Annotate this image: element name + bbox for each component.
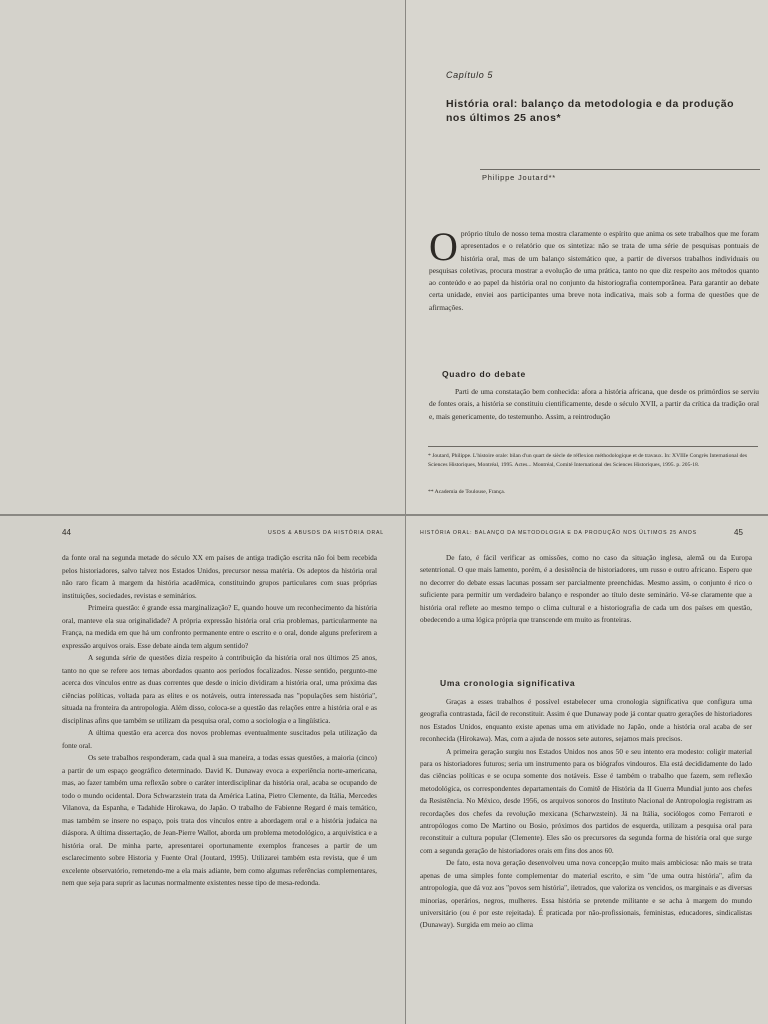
paragraph: A segunda série de questões dizia respeito à contribuição da história oral nos últimos 25 anos, tanto no que se refere aos temas abordados quanto aos períodos focalizados. Nesse sentido, pergunto-me acerca dos vínculos entre as duas correntes que desde o início dividiram a história oral, uma próxima das ciências políticas, voltada para as elites e os notáveis, outra interessada nas "populações sem história", situada na fronteira da antropologia. Além disso, coloca-se a questão das relações entre a história oral e as disciplinas afins que também se utilizam da pesquisa oral, como a sociologia e a lingüística. xyxy=(62,653,377,725)
paragraph: A primeira geração surgiu nos Estados Unidos nos anos 50 e seu intento era modesto: coligir material para os historiadores futuros; seria um instrumento para os biógrafos vindouros. Ela está decididamente do lado das ciências políticas e se ocupa somente dos notáveis. Esse é também o trabalho que fazem, sem reflexão metodológica, os correspondentes departamentais do Comitê de História da II Guerra Mundial junto aos chefes da Resistência. No México, desde 1956, os arquivos sonoros do Instituto Nacional de Antropologia registram as recordações dos chefes da revolução mexicana (Scharwzstein). Já na Itália, sociólogos como Ferraroti e antropólogos como De Martino ou Bosio, próximos dos partidos de esquerda, utilizam a pesquisa oral para reconstituir a cultura popular (Clemente). Eles são os precursores da segunda forma de história oral que surge com a segunda geração de historiadores orais em fins dos anos 60. xyxy=(420,746,752,855)
chapter-opening-page xyxy=(406,0,768,514)
paragraph: De fato, esta nova geração desenvolveu uma nova concepção muito mais ambiciosa: não mais se trata apenas de uma simples fonte complementar do material escrito, e sim "de uma outra história", afim da antropologia, que dá voz aos "povos sem história", iletrados, que valoriza os vencidos, os marginais e as diversas minorias, operários, negros, mulheres. Essa história se pretende militante e se acha à margem do mundo universitário (ou é por este rejeitada). É praticada por não-profissionais, feministas, educadores, sindicalistas (Dunaway). Surgida em meio ao clima xyxy=(420,858,752,930)
running-head-right: HISTÓRIA ORAL: BALANÇO DA METODOLOGIA E DA PRODUÇÃO NOS ÚLTIMOS 25 ANOS xyxy=(420,530,697,536)
paragraph: Primeira questão: é grande essa marginalização? E, quando houve um reconhecimento da história oral, manteve ela sua originalidade? A própria expressão história oral cria problemas, particularmente na França, na medida em que há um confronto permanente entre o escrito e o oral, donde alguns preferirem a expressão arquivos orais. Esse debate ainda tem algum sentido? xyxy=(62,603,377,650)
drop-cap: O xyxy=(429,224,458,269)
footnote-1: * Joutard, Philippe. L'histoire orale: bilan d'un quart de siècle de réflexion méthodologique et de travaux. In: XVIIIe Congrès International des Sciences Historiques, Montréal, 1995. Actes... Montréal, Comité International des Sciences Historiques, 1995. p. 205-18. xyxy=(428,453,748,468)
page-44 xyxy=(0,516,405,1024)
author-rule xyxy=(480,169,760,170)
footnote-2: ** Academia de Toulouse, França. xyxy=(428,489,506,495)
chapter-author: Philippe Joutard** xyxy=(482,173,557,182)
page-45 xyxy=(406,516,768,1024)
page-44-text xyxy=(62,552,377,890)
paragraph: Os sete trabalhos responderam, cada qual à sua maneira, a todas essas questões, a maioria (cinco) a partir de um espaço geográfico determinado. David K. Dunaway evoca a experiência norte-americana, mas, ao fazer também uma reflexão sobre o caráter interdisciplinar da história oral, acaba se ocupando de todo o mundo ocidental. Dora Schwarzstein trata da América Latina, Pietro Clemente, da Itália, Mercedes Vilanova, da Espanha, e Tadahide Hirokawa, do Japão. O trabalho de Fabienne Regard é mais temático, mas também se insere no espaço, pois trata dos vínculos entre a abordagem oral e a história judaica na diáspora. A última dissertação, de Jean-Pierre Wallot, aborda um problema metodológico, a arquivística e a história oral. De minha parte, apresentarei oportunamente exemplos franceses a partir de um esclarecimento sobre Historia y Fuente Oral (Joutard, 1995). Utilizarei também esta revista, que é um excelente observatório, remetendo-me a ela mais adiante, bem como algumas referências complementares, nem que seja para suprir as lacunas normalmente existentes nesse tipo de mesa-redonda. xyxy=(62,753,377,887)
intro-text: próprio título de nosso tema mostra claramente o espírito que anima os sete trabalhos que me foram apresentados e o relatório que os sintetiza: não se trata de uma série de pesquisas pontuais de história oral, mas de um balanço sistemático que, a partir de diversos trabalhos individuais ou pesquisas coletivas, procura mostrar a evolução de uma prática, tanto no que diz respeito aos métodos quanto ao conteúdo e ao papel da história oral no conjunto da historiografia contemporânea. Para garantir ao debate certa unidade, enviei aos participantes uma breve nota indicativa, mais sob a forma de questões que de afirmações. xyxy=(429,229,759,312)
page-45-text xyxy=(420,696,752,932)
intro-paragraph xyxy=(429,224,759,314)
footnote-rule xyxy=(428,446,758,447)
chapter-label: Capítulo 5 xyxy=(446,70,494,80)
blank-page xyxy=(0,0,405,514)
page-number-left: 44 xyxy=(62,528,71,537)
running-head-left: USOS & ABUSOS DA HISTÓRIA ORAL xyxy=(268,530,384,536)
page-number-right: 45 xyxy=(734,528,743,537)
section-heading-cronologia: Uma cronologia significativa xyxy=(440,678,576,688)
section-heading-quadro: Quadro do debate xyxy=(442,369,526,379)
chapter-title: História oral: balanço da metodologia e da produção nos últimos 25 anos* xyxy=(446,98,735,124)
paragraph: De fato, é fácil verificar as omissões, como no caso da situação inglesa, alemã ou da Europa setentrional. O que mais lamento, porém, é a desistência de historiadores, um russo e outro africano. Espero que no decorrer do debate essas lacunas possam ser parcialmente preenchidas. Mesmo assim, o conjunto é rico o suficiente para permitir um verdadeiro balanço e responder ao título deste seminário. Vê-se claramente que a história oral reflete ao mesmo tempo o clima cultural e a historiografia de cada um dos países em questão, obedecendo a uma lógica própria que transcende em muito as fronteiras. xyxy=(420,553,752,625)
paragraph: A última questão era acerca dos novos problemas eventualmente suscitados pela utilização da fonte oral. xyxy=(62,728,377,750)
section-paragraph-quadro: Parti de uma constatação bem conhecida: afora a história africana, que desde os primórdios se serviu de fontes orais, a história se constituiu cientificamente, desde o século XVII, a partir da crítica da tradição oral e, mais genericamente, do testemunho. Assim, a reintrodução xyxy=(429,387,759,421)
paragraph: Graças a esses trabalhos é possível estabelecer uma cronologia significativa que configura uma geografia contrastada, fácil de reconstituir. Assim é que Dunaway pode já contar quatro gerações de historiadores nos Estados Unidos, enquanto existe apenas uma em atividade no Japão, onde a história oral acaba de ser reconhecida (Hirokawa). Mas, com a ajuda de nossos sete autores, sejamos mais precisos. xyxy=(420,697,752,744)
paragraph: da fonte oral na segunda metade do século XX em países de antiga tradição escrita não foi bem recebida pelos historiadores, salvo talvez nos Estados Unidos, precursor nessa matéria. Os adeptos da história oral não raro ficam à margem da história acadêmica, constituindo grupos particulares com suas próprias instituições, sociedades, revistas e seminários. xyxy=(62,553,377,600)
